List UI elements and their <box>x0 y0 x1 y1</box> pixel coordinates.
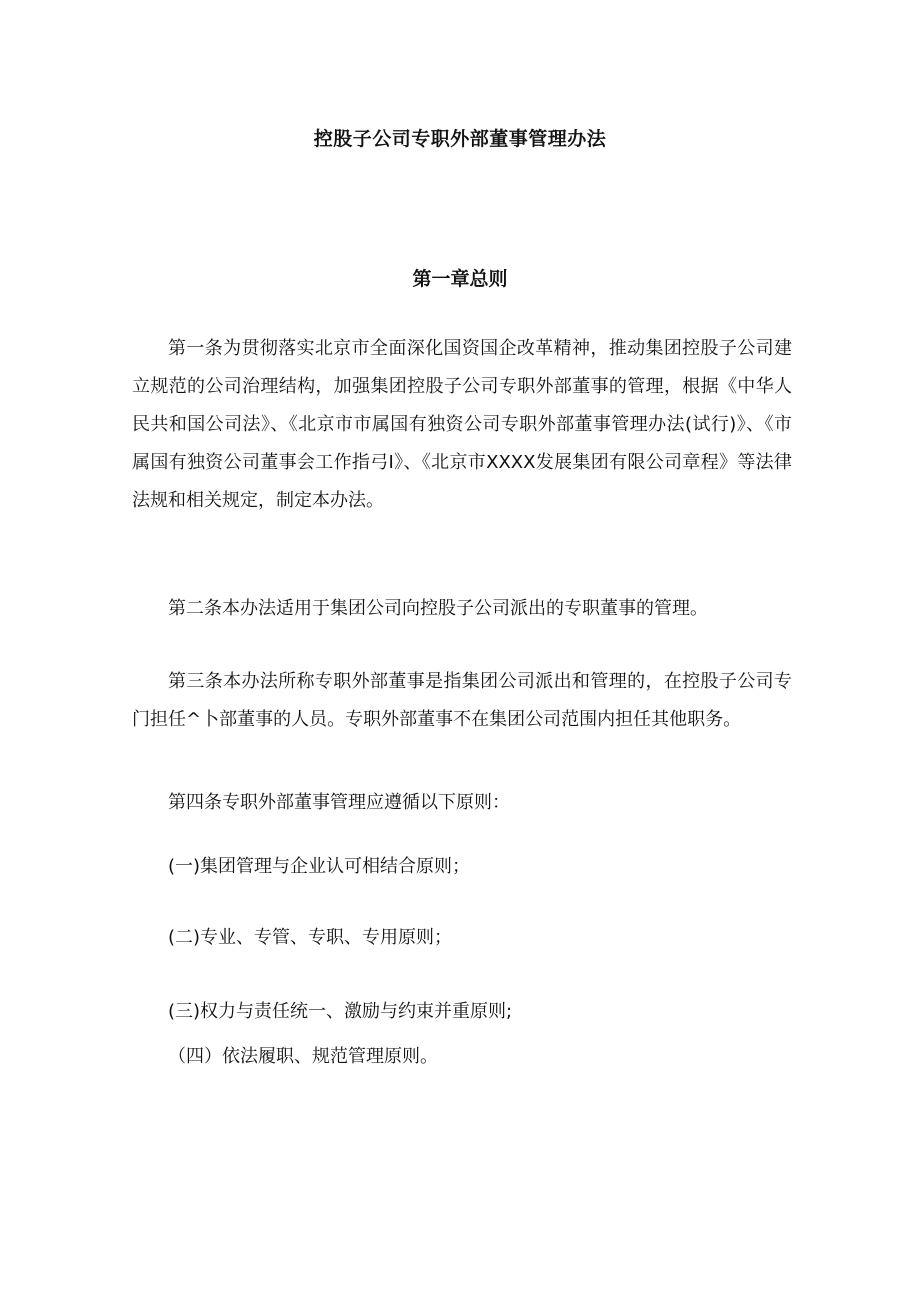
document-title: 控股子公司专职外部董事管理办法 <box>313 128 607 150</box>
chapter-title: 第一章总则 <box>412 268 508 290</box>
principle-item-1: (一)集团管理与企业认可相结合原则； <box>168 856 471 877</box>
article-2: 第二条本办法适用于集团公司向控股子公司派出的专职董事的管理。 <box>168 598 708 619</box>
principle-item-4: （四）依法履职、规范管理原则。 <box>168 1046 438 1067</box>
principle-item-3: (三)权力与责任统一、激励与约束并重原则; <box>168 1001 513 1022</box>
article-4: 第四条专职外部董事管理应遵循以下原则： <box>168 792 510 813</box>
principle-item-2: (二)专业、专管、专职、专用原则； <box>168 927 453 948</box>
article-1: 第一条为贯彻落实北京市全面深化国资国企改革精神，推动集团控股子公司建立规范的公司治理结构，加强集团控股子公司专职外部董事的管理，根据《中华人民共和国公司法》、《北京市市属国有独资公司专职外部董事管理办法(试行)》、《市属国有独资公司董事会工作指弓I》、《北京市XXXX发展集团有限公司章程》等法律法规和相关规定，制定本办法。 <box>132 338 792 511</box>
article-3: 第三条本办法所称专职外部董事是指集团公司派出和管理的，在控股子公司专门担任^卜部董事的人员。专职外部董事不在集团公司范围内担任其他职务。 <box>132 671 792 730</box>
